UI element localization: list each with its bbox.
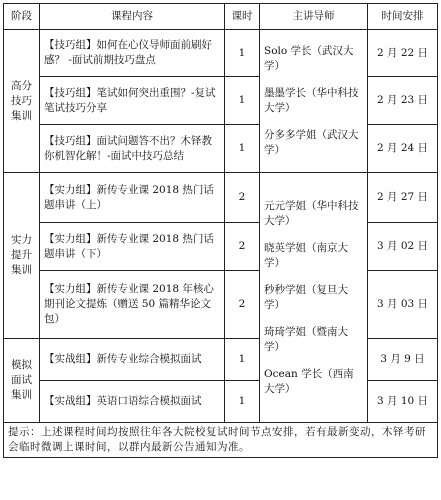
mentor-name: Ocean 学长（西南大学） <box>264 367 354 395</box>
header-stage: 阶段 <box>4 4 40 30</box>
mentor-cell <box>260 30 368 173</box>
table-row <box>4 30 438 77</box>
note-text: 提示：上述课程时间均按照往年各大院校复试时间节点安排，若有最新变动，木铎考研会临时微调上课时间，以群内最新公告通知为准。 <box>4 423 438 458</box>
hours-cell: 1 <box>225 125 260 173</box>
hours-cell: 1 <box>225 30 260 77</box>
date-cell: 2 月 23 日 <box>368 77 438 125</box>
mentor-name: 晓英学姐（南京大学） <box>264 241 348 269</box>
date-cell: 2 月 27 日 <box>368 173 438 223</box>
course-cell: 【实战组】新传专业综合模拟面试 <box>40 339 225 381</box>
schedule-table <box>3 3 438 458</box>
table-row <box>4 77 438 125</box>
hours-cell: 1 <box>225 77 260 125</box>
date-cell: 3 月 03 日 <box>368 271 438 339</box>
course-cell: 【技巧组】如何在心仪导师面前刷好感？ -面试前期技巧盘点 <box>40 30 225 77</box>
course-cell: 【实力组】新传专业课 2018 热门话题串讲（上） <box>40 173 225 223</box>
hours-cell: 2 <box>225 173 260 223</box>
table-row <box>4 381 438 423</box>
table-row <box>4 173 438 223</box>
table-row <box>4 125 438 173</box>
course-cell: 【技巧组】面试问题答不出？木铎教你机智化解！-面试中技巧总结 <box>40 125 225 173</box>
header-mentor: 主讲导师 <box>260 4 368 30</box>
date-cell: 2 月 24 日 <box>368 125 438 173</box>
stage-cell: 实力提升集训 <box>4 173 40 339</box>
header-row <box>4 4 438 30</box>
stage-cell: 高分技巧集训 <box>4 30 40 173</box>
mentor-name: 秒秒学姐（复旦大学） <box>264 283 348 311</box>
hours-cell: 1 <box>225 381 260 423</box>
stage-cell: 模拟面试集训 <box>4 339 40 423</box>
table-row <box>4 271 438 339</box>
course-cell: 【实力组】新传专业课 2018 年核心期刊论文提炼（赠送 50 篇精华论文包） <box>40 271 225 339</box>
mentor-name: 墨墨学长（华中科技大学） <box>264 87 359 114</box>
table-row <box>4 339 438 381</box>
date-cell: 3 月 10 日 <box>368 381 438 423</box>
mentor-name: 琦琦学姐（暨南大学） <box>264 325 348 353</box>
date-cell: 3 月 9 日 <box>368 339 438 381</box>
course-cell: 【技巧组】笔试如何突出重围？-复试笔试技巧分享 <box>40 77 225 125</box>
mentor-cell <box>260 173 368 423</box>
table-row <box>4 223 438 271</box>
hours-cell: 1 <box>225 339 260 381</box>
mentor-name: Solo 学长（武汉大学） <box>264 45 354 72</box>
course-cell: 【实战组】英语口语综合模拟面试 <box>40 381 225 423</box>
date-cell: 2 月 22 日 <box>368 30 438 77</box>
note-row <box>4 423 438 458</box>
header-hours: 课时 <box>225 4 260 30</box>
mentor-name: 元元学姐（华中科技大学） <box>264 199 359 227</box>
hours-cell: 2 <box>225 223 260 271</box>
date-cell: 3 月 02 日 <box>368 223 438 271</box>
header-content: 课程内容 <box>40 4 225 30</box>
header-date: 时间安排 <box>368 4 438 30</box>
course-cell: 【实力组】新传专业课 2018 热门话题串讲（下） <box>40 223 225 271</box>
mentor-name: 分多多学姐（武汉大学） <box>264 129 359 156</box>
hours-cell: 2 <box>225 271 260 339</box>
